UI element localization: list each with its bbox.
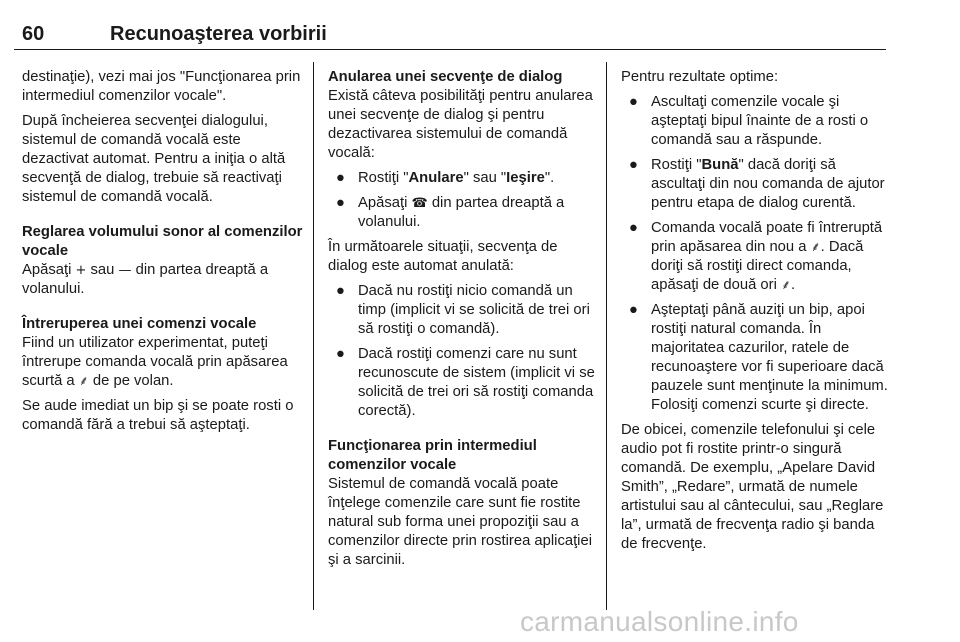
paragraph-volume: Apăsaţi + sau — din partea dreaptă a volanului. [22,262,269,297]
bullet: ● [629,220,638,236]
list-item: ● Dacă rostiţi comenzi care nu sunt recunoscute de sistem (implicit vi se solicită de trei ori să rostiţi comanda corectă). [336,346,595,419]
bullet: ● [336,195,345,211]
auto-cancel-list [328,282,596,421]
tips-list [621,93,891,415]
list-item: ● Comanda vocală poate fi întreruptă prin apăsarea din nou a ⸙. Dacă doriţi să rostiţi direct comanda, apăsaţi de două ori ⸙. [629,220,883,293]
voice-command-icon: ⸙ [810,240,821,255]
column-1 [22,68,304,441]
column-divider-1 [313,62,314,610]
paragraph-interrupt: Fiind un utilizator experimentat, puteţi întrerupe comanda vocală prin apăsarea scurtă a ⸙ de pe volan. [22,335,288,389]
list-item: ● Aşteptaţi până auziţi un bip, apoi rostiţi natural comanda. În majoritatea cazurilor, ratele de recunoaştere vor fi superioare dacă pauzele sunt menţinute la minimum. Folosiţi comenzi scurte şi directe. [629,302,888,413]
paragraph: În următoarele situaţii, secvenţa de dialog este automat anulată: [328,239,558,274]
list-item: ● Rostiţi "Anulare" sau "Ieşire". [336,170,555,186]
list-item: ● Apăsaţi ☎ din partea dreaptă a volanului. [336,195,565,230]
page-title: Recunoaşterea vorbirii [110,23,327,45]
bullet: ● [336,283,345,299]
hang-up-icon: ☎ [411,196,428,211]
paragraph: Există câteva posibilităţi pentru anularea unei secvenţe de dialog şi pentru dezactivarea sistemului de comandă vocală: [328,88,593,161]
bullet: ● [336,346,345,362]
column-divider-2 [606,62,607,610]
paragraph: Se aude imediat un bip şi se poate rosti o comandă fără a trebui să aşteptaţi. [22,398,294,433]
voice-command-icon: ⸙ [781,278,791,293]
cancel-list [328,169,596,232]
paragraph: De obicei, comenzile telefonului şi cele audio pot fi rostite printr-o singură comandă. De exemplu, „Apelare David Smith”, „Redare”, urmată de numele artistului sau al cântecului, sau „Reglare la”, urmată de frecvenţa radio şi banda de frecvenţe. [621,422,884,552]
section-heading-voice-operation: Funcţionarea prin intermediul comenzilor vocale [328,438,537,473]
column-2 [328,68,596,576]
minus-icon: — [118,263,132,278]
voice-command-icon: ⸙ [78,374,89,389]
paragraph: După încheierea secvenţei dialogului, sistemul de comandă vocală este dezactivat automat. Pentru a iniţia o altă secvenţă de dialog, trebuie să reactivaţi sistemul de comandă vocală. [22,113,286,205]
bullet: ● [629,302,638,318]
column-3 [621,68,891,560]
watermark: carmanualsonline.info [520,606,799,637]
bullet: ● [336,170,345,186]
list-item: ● Ascultaţi comenzile vocale şi aşteptaţi bipul înainte de a rosti o comandă sau a răspunde. [629,94,869,148]
section-heading-cancel: Anularea unei secvenţe de dialog [328,69,563,85]
header-divider [14,49,886,50]
paragraph: Pentru rezultate optime: [621,69,779,85]
page-number: 60 [22,23,45,45]
bullet: ● [629,94,638,110]
paragraph: destinaţie), vezi mai jos "Funcţionarea prin intermediul comenzilor vocale". [22,69,301,104]
section-heading-interrupt: Întreruperea unei comenzi vocale [22,316,257,332]
section-heading-volume: Reglarea volumului sonor al comenzilor vocale [22,224,303,259]
plus-icon: + [75,263,87,278]
paragraph: Sistemul de comandă vocală poate înţelege comenzile care sunt fie rostite natural sub forma unei propoziţii sau a comenzilor directe prin rostirea aplicaţiei şi a sarcinii. [328,476,592,568]
bullet: ● [629,157,638,173]
list-item: ● Rostiţi "Bună" dacă doriţi să ascultaţi din nou comanda de ajutor pentru etapa de dialog curentă. [629,157,885,211]
list-item: ● Dacă nu rostiţi nicio comandă un timp (implicit vi se solicită de trei ori să rostiţi o comandă). [336,283,590,337]
